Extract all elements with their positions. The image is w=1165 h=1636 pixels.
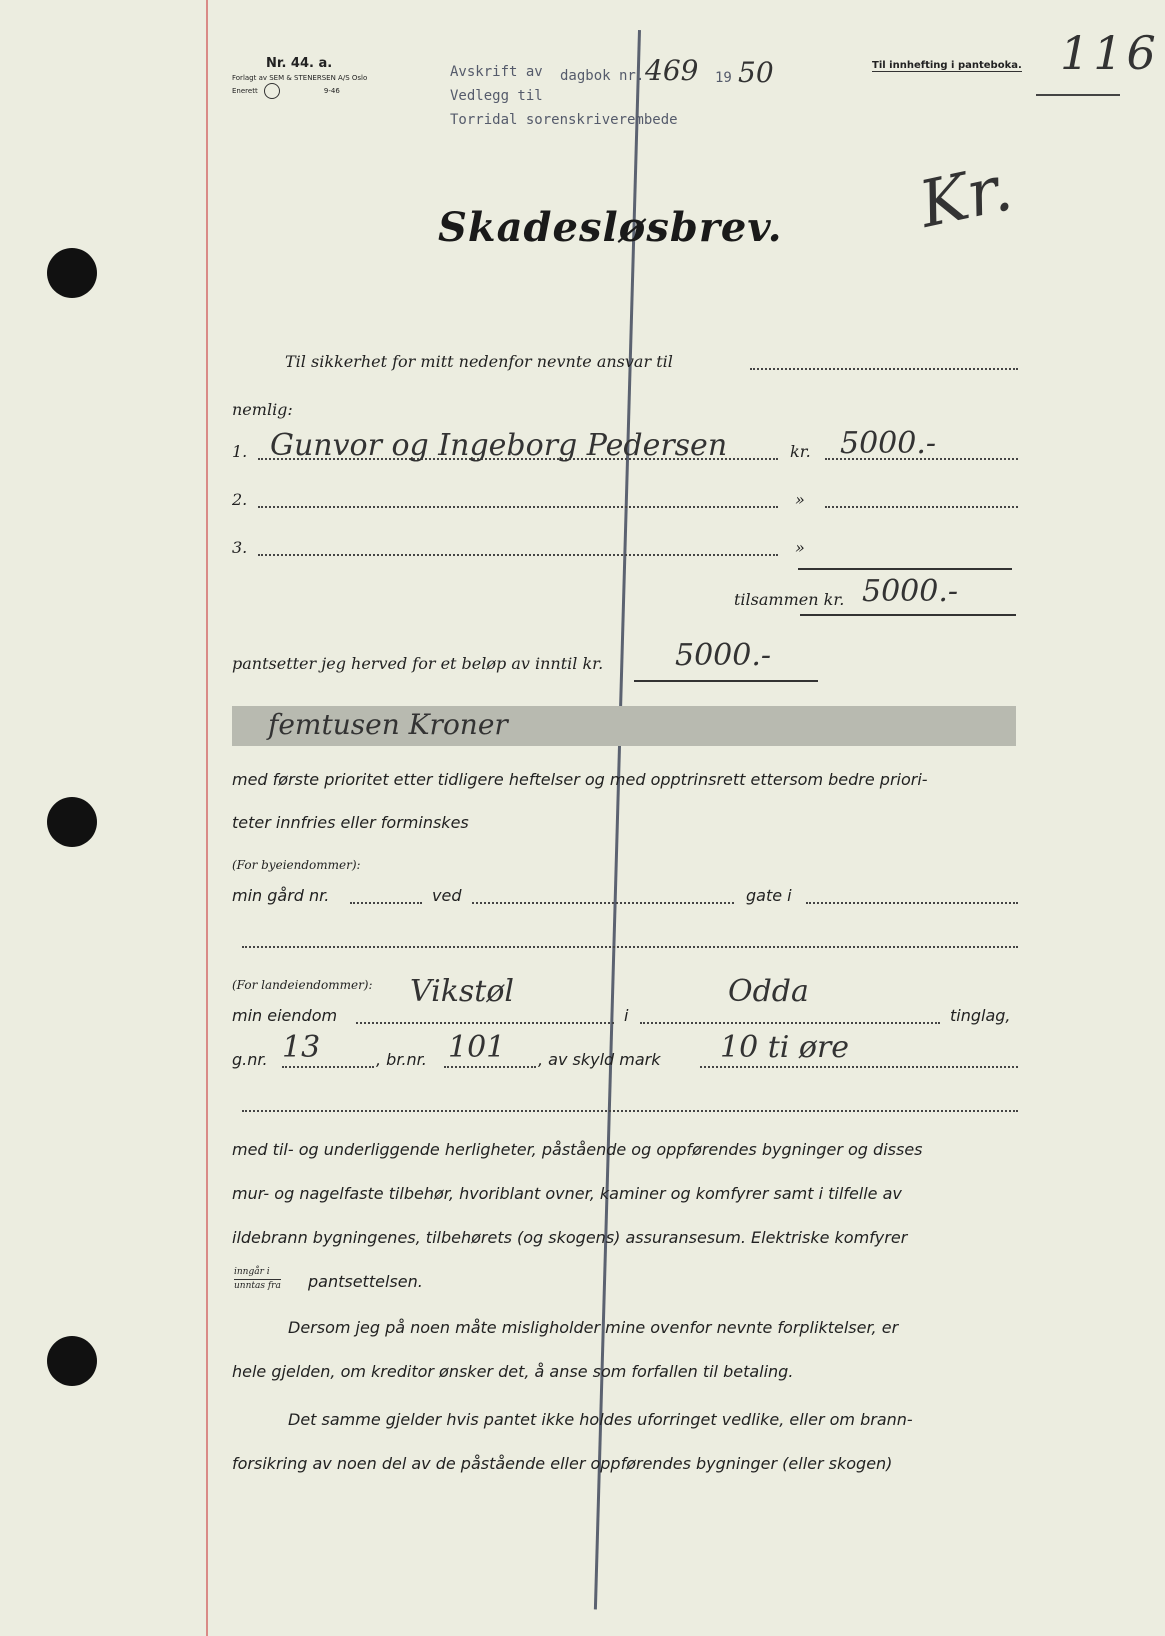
i-label: i xyxy=(624,1006,629,1025)
land-property-heading: (For landeiendommer): xyxy=(232,978,373,992)
tinglag-label: tinglag, xyxy=(950,1006,1011,1025)
city-extra-dots xyxy=(242,946,1018,948)
paragraph-1-line-2: mur- og nagelfaste tilbehør, hvoriblant ovner, kaminer og komfyrer samt i tilfelle av xyxy=(232,1184,902,1203)
line-1-creditor: Gunvor og Ingeborg Pedersen xyxy=(270,428,728,463)
paragraph-2-line-2: hele gjelden, om kreditor ønsker det, å anse som forfallen til betaling. xyxy=(232,1362,794,1381)
skyld-dots xyxy=(700,1066,1018,1068)
publisher-line: Forlagt av SEM & STENERSEN A/S Oslo Enerett 9-46 xyxy=(232,74,412,99)
gate-label: gate i xyxy=(746,886,792,905)
pledge-amount: 5000.- xyxy=(675,638,772,673)
total-amount: 5000.- xyxy=(862,574,959,609)
line-1-amount: 5000.- xyxy=(840,426,937,461)
brnr-label: , br.nr. xyxy=(376,1050,427,1069)
line-2-number: 2. xyxy=(232,490,248,509)
gate-dots xyxy=(806,902,1018,904)
inngar-unntas-choice: inngår i unntas fra xyxy=(234,1267,281,1291)
city-property-heading: (For byeiendommer): xyxy=(232,858,361,872)
brnr-dots xyxy=(444,1066,536,1068)
pledge-text: pantsetter jeg herved for et beløp av inntil kr. xyxy=(232,654,604,673)
punch-hole-top xyxy=(47,248,97,298)
nemlig-label: nemlig: xyxy=(232,400,293,419)
line-3-dots xyxy=(258,554,778,556)
punch-hole-bottom xyxy=(47,1336,97,1386)
gard-dots xyxy=(350,902,422,904)
handwritten-initials: Kr. xyxy=(913,151,1019,243)
line-3-mark: » xyxy=(795,538,805,557)
amount-in-words: femtusen Kroner xyxy=(268,708,508,741)
year-prefix: 19 xyxy=(715,70,732,86)
margin-line xyxy=(206,0,208,1636)
page-number-underline xyxy=(1036,94,1120,96)
kommune-value: Odda xyxy=(728,974,809,1009)
paragraph-1-line-1: med til- og underliggende herligheter, påstående og oppførendes bygninger og disses xyxy=(232,1140,923,1159)
skyld-label: , av skyld mark xyxy=(538,1050,661,1069)
punch-hole-middle xyxy=(47,797,97,847)
skyld-value: 10 ti øre xyxy=(720,1030,850,1065)
paragraph-1-line-3: ildebrann bygningenes, tilbehørets (og skogens) assuransesum. Elektriske komfyrer xyxy=(232,1228,908,1247)
pantsettelsen-word: pantsettelsen. xyxy=(308,1272,423,1291)
dagbok-number: 469 xyxy=(645,54,699,87)
document-title: Skadesløsbrev. xyxy=(438,204,783,251)
gnr-dots xyxy=(282,1066,374,1068)
form-number: Nr. 44. a. xyxy=(266,56,333,71)
line-2-amount-dots xyxy=(825,506,1018,508)
stamp-block: Avskrift av Vedlegg til Torridal sorenskriverembede xyxy=(450,64,678,128)
ved-label: ved xyxy=(432,886,462,905)
eiendom-dots xyxy=(356,1022,614,1024)
total-label: tilsammen kr. xyxy=(734,590,845,609)
ved-dots xyxy=(472,902,734,904)
line-3-number: 3. xyxy=(232,538,248,557)
land-extra-dots xyxy=(242,1110,1018,1112)
page-number: 116 xyxy=(1060,26,1160,80)
eiendom-label: min eiendom xyxy=(232,1006,338,1025)
line-3-rule xyxy=(798,568,1012,570)
binding-note: Til innhefting i panteboka. xyxy=(872,60,1022,71)
year-suffix: 50 xyxy=(738,56,774,89)
gnr-label: g.nr. xyxy=(232,1050,268,1069)
eiendom-value: Vikstøl xyxy=(410,974,515,1009)
paragraph-3-line-1: Det samme gjelder hvis pantet ikke holdes uforringet vedlike, eller om brann- xyxy=(288,1410,913,1429)
kommune-dots xyxy=(640,1022,940,1024)
intro-text: Til sikkerhet for mitt nedenfor nevnte ansvar til xyxy=(285,352,673,371)
pledge-rule xyxy=(634,680,818,682)
priority-line-2: teter innfries eller forminskes xyxy=(232,813,469,832)
line-1-number: 1. xyxy=(232,442,248,461)
creditor-dots xyxy=(750,368,1018,370)
line-2-mark: » xyxy=(795,490,805,509)
line-2-dots xyxy=(258,506,778,508)
total-rule xyxy=(800,614,1016,616)
line-1-kr: kr. xyxy=(790,442,811,461)
gard-label: min gård nr. xyxy=(232,886,330,905)
gnr-value: 13 xyxy=(282,1030,321,1065)
brnr-value: 101 xyxy=(448,1030,506,1065)
paragraph-2-line-1: Dersom jeg på noen måte misligholder mine ovenfor nevnte forpliktelser, er xyxy=(288,1318,899,1337)
paragraph-3-line-2: forsikring av noen del av de påstående eller oppførendes bygninger (eller skogen) xyxy=(232,1454,893,1473)
dagbok-label: dagbok nr. xyxy=(560,68,645,84)
priority-line-1: med første prioritet etter tidligere heftelser og med opptrinsrett ettersom bedre priori- xyxy=(232,770,928,789)
